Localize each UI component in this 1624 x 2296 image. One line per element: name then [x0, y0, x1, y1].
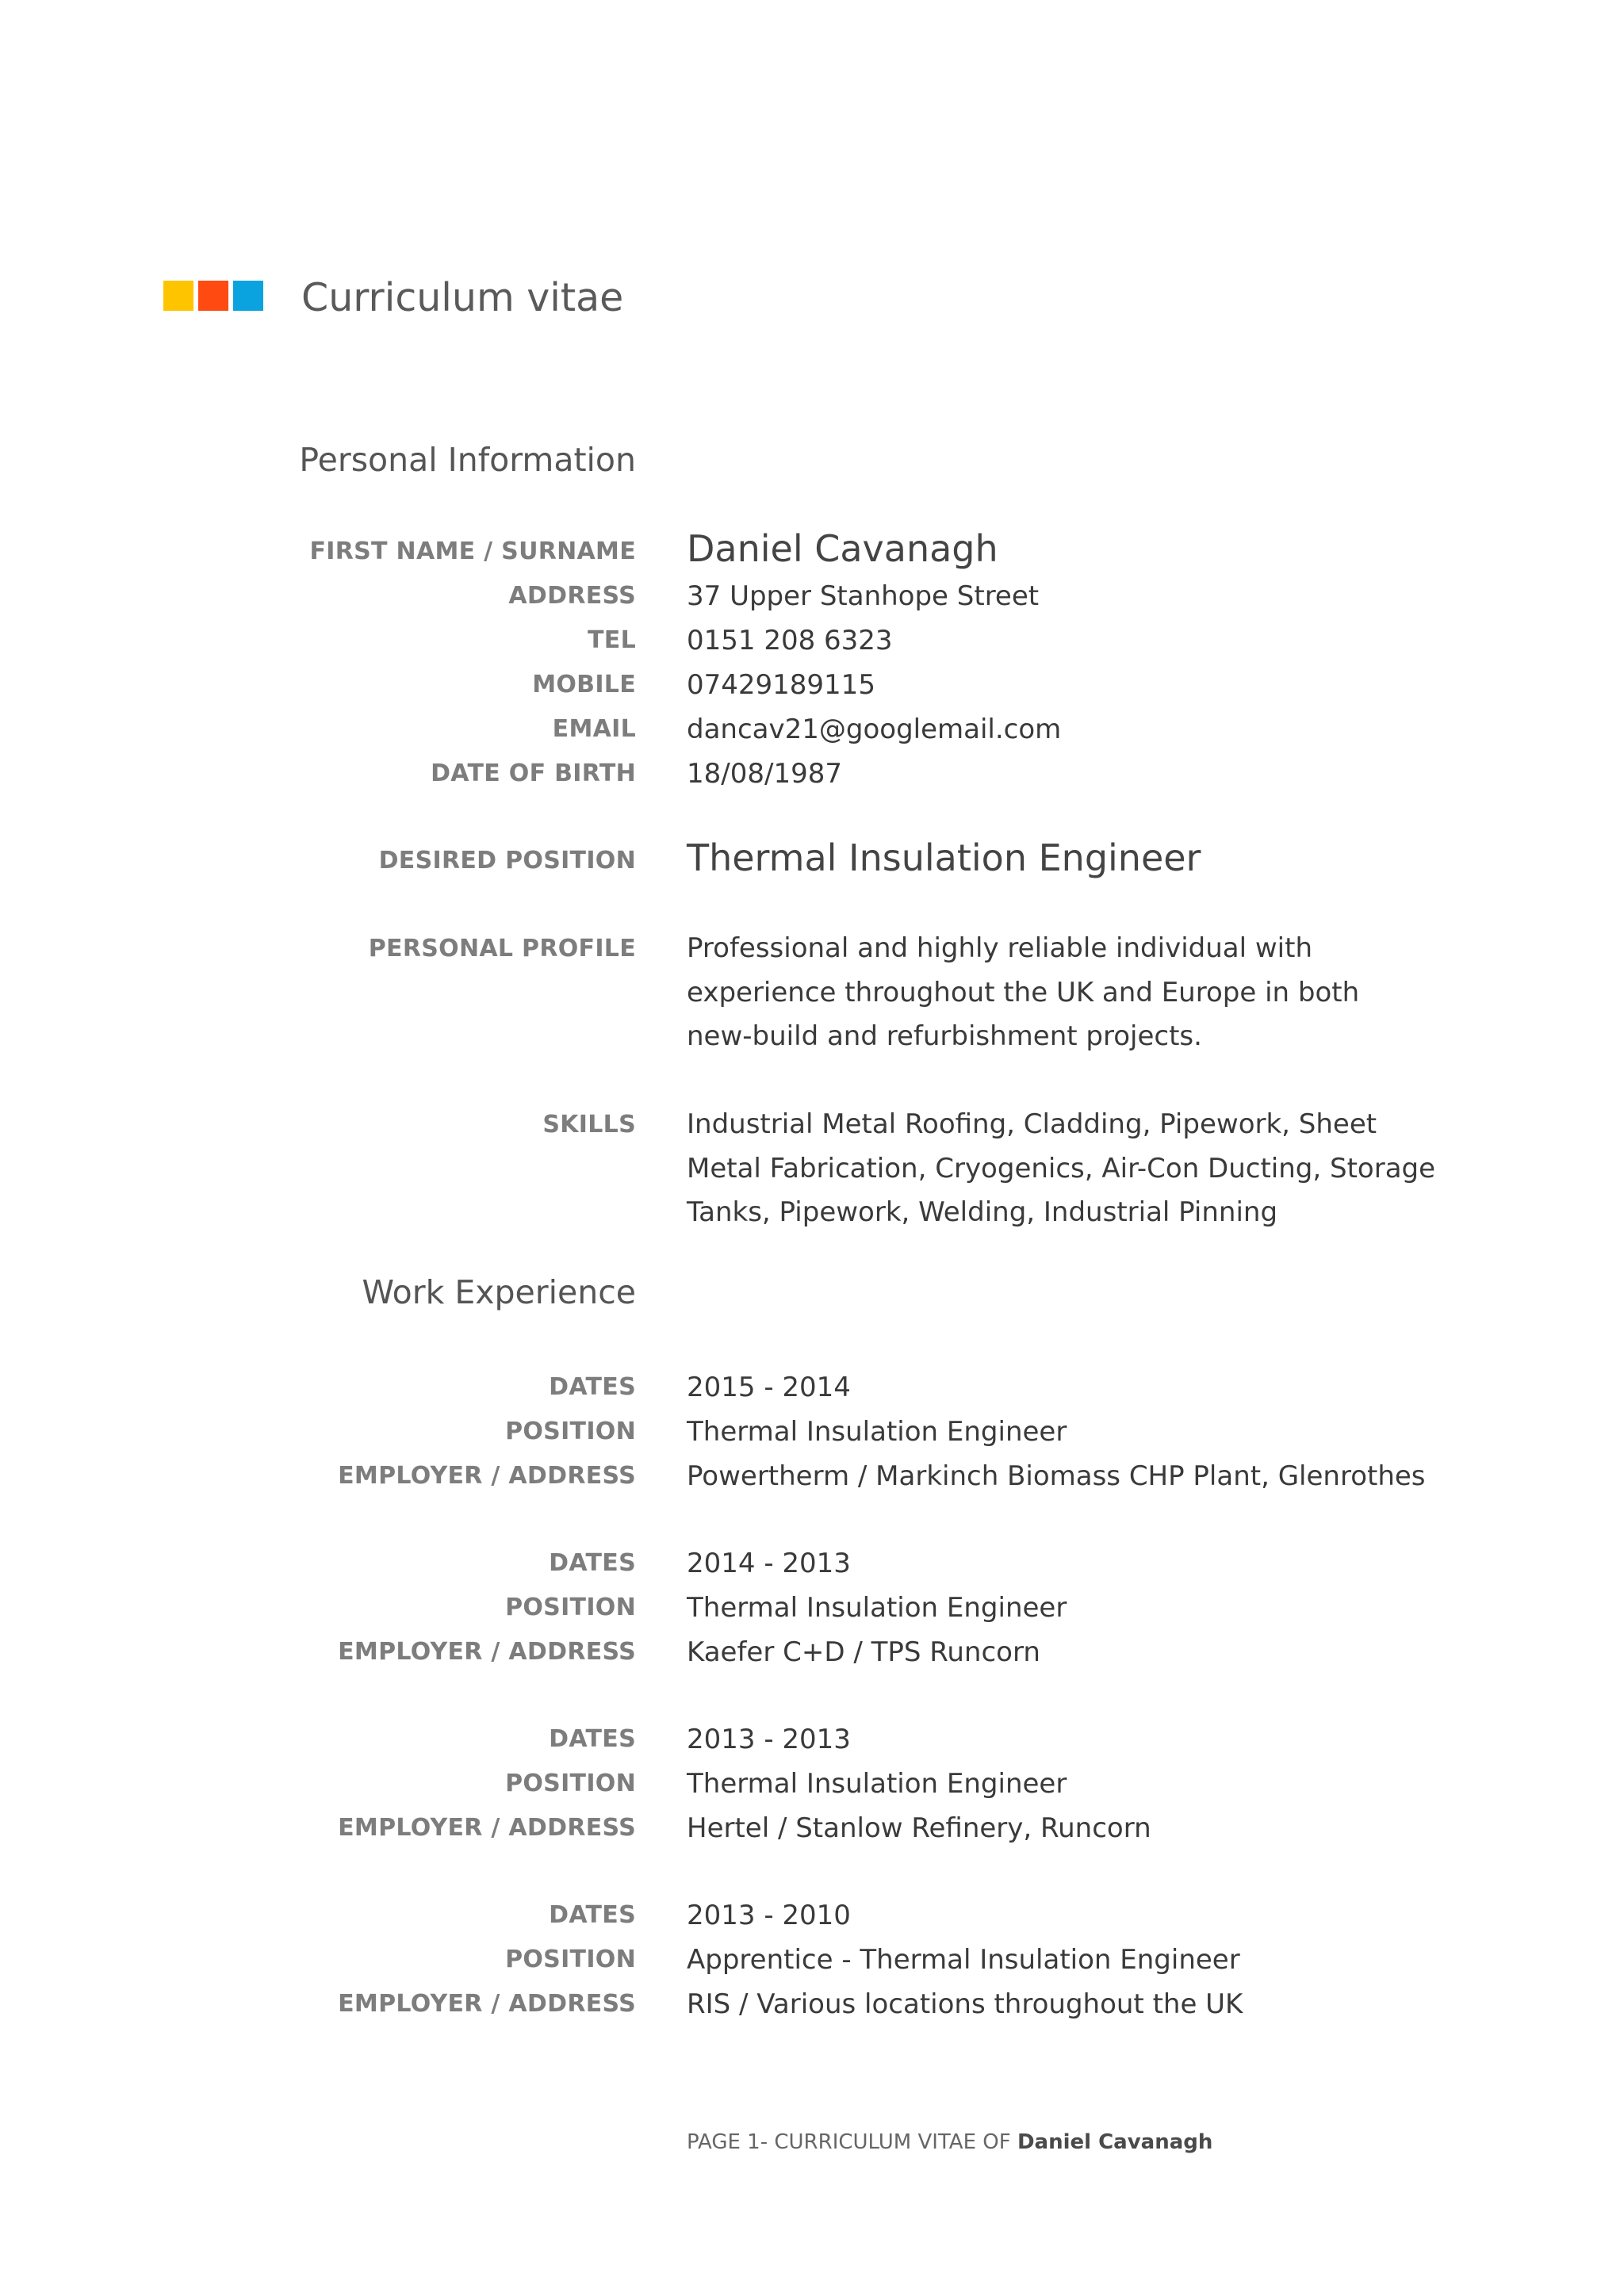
job-dates: 2015 - 2014 [687, 1372, 851, 1403]
skills-line: Metal Fabrication, Cryogenics, Air-Con Ducting, Storage [687, 1152, 1436, 1184]
label-dates: DATES [549, 1901, 636, 1929]
label-desired-position: DESIRED POSITION [378, 847, 636, 874]
logo-square-red [198, 281, 228, 311]
job-dates: 2014 - 2013 [687, 1548, 851, 1579]
label-date-of-birth: DATE OF BIRTH [431, 760, 636, 787]
personal-profile-line: new-build and refurbishment projects. [687, 1020, 1202, 1052]
label-position: POSITION [505, 1418, 636, 1445]
job-dates: 2013 - 2013 [687, 1724, 851, 1755]
label-mobile: MOBILE [532, 671, 636, 698]
label-personal-profile: PERSONAL PROFILE [368, 935, 636, 962]
job-employer: RIS / Various locations throughout the UK [687, 1988, 1243, 2020]
label-position: POSITION [505, 1770, 636, 1797]
job-position: Thermal Insulation Engineer [687, 1416, 1067, 1448]
personal-profile-line: Professional and highly reliable individual with [687, 932, 1312, 964]
job-employer: Hertel / Stanlow Refinery, Runcorn [687, 1812, 1151, 1844]
label-first-name-surname: FIRST NAME / SURNAME [309, 538, 636, 565]
value-desired-position: Thermal Insulation Engineer [687, 836, 1201, 879]
job-position: Thermal Insulation Engineer [687, 1768, 1067, 1800]
personal-profile-text [687, 927, 1400, 1059]
footer-name: Daniel Cavanagh [1017, 2130, 1213, 2154]
document-title: Curriculum vitae [301, 275, 624, 320]
footer-prefix: PAGE 1- CURRICULUM VITAE OF [687, 2130, 1017, 2154]
logo-square-blue [233, 281, 263, 311]
label-dates: DATES [549, 1549, 636, 1577]
label-skills: SKILLS [542, 1111, 636, 1138]
job-employer: Kaefer C+D / TPS Runcorn [687, 1636, 1040, 1668]
value-full-name: Daniel Cavanagh [687, 527, 998, 570]
label-tel: TEL [588, 626, 636, 654]
skills-line: Industrial Metal Roofing, Cladding, Pipework, Sheet [687, 1108, 1377, 1140]
value-tel: 0151 208 6323 [687, 625, 893, 656]
value-email: dancav21@googlemail.com [687, 714, 1062, 745]
value-address: 37 Upper Stanhope Street [687, 580, 1040, 612]
label-dates: DATES [549, 1373, 636, 1401]
page-footer [687, 2126, 1212, 2158]
logo-square-yellow [163, 281, 193, 311]
label-employer-address: EMPLOYER / ADDRESS [338, 1462, 636, 1490]
job-position: Thermal Insulation Engineer [687, 1592, 1067, 1624]
label-position: POSITION [505, 1946, 636, 1973]
label-dates: DATES [549, 1725, 636, 1753]
personal-profile-line: experience throughout the UK and Europe in both [687, 976, 1360, 1008]
skills-text [687, 1103, 1436, 1235]
label-employer-address: EMPLOYER / ADDRESS [338, 1990, 636, 2018]
job-position: Apprentice - Thermal Insulation Engineer [687, 1944, 1240, 1976]
logo-squares [163, 281, 263, 312]
job-employer: Powertherm / Markinch Biomass CHP Plant, Glenrothes [687, 1460, 1426, 1492]
value-mobile: 07429189115 [687, 669, 875, 701]
label-email: EMAIL [552, 715, 636, 743]
value-date-of-birth: 18/08/1987 [687, 758, 842, 790]
skills-line: Tanks, Pipework, Welding, Industrial Pinning [687, 1196, 1278, 1228]
label-employer-address: EMPLOYER / ADDRESS [338, 1814, 636, 1842]
label-address: ADDRESS [508, 582, 636, 610]
section-heading-work-experience: Work Experience [362, 1273, 636, 1311]
job-dates: 2013 - 2010 [687, 1900, 851, 1931]
label-position: POSITION [505, 1594, 636, 1621]
section-heading-personal-information: Personal Information [299, 441, 636, 479]
label-employer-address: EMPLOYER / ADDRESS [338, 1638, 636, 1666]
